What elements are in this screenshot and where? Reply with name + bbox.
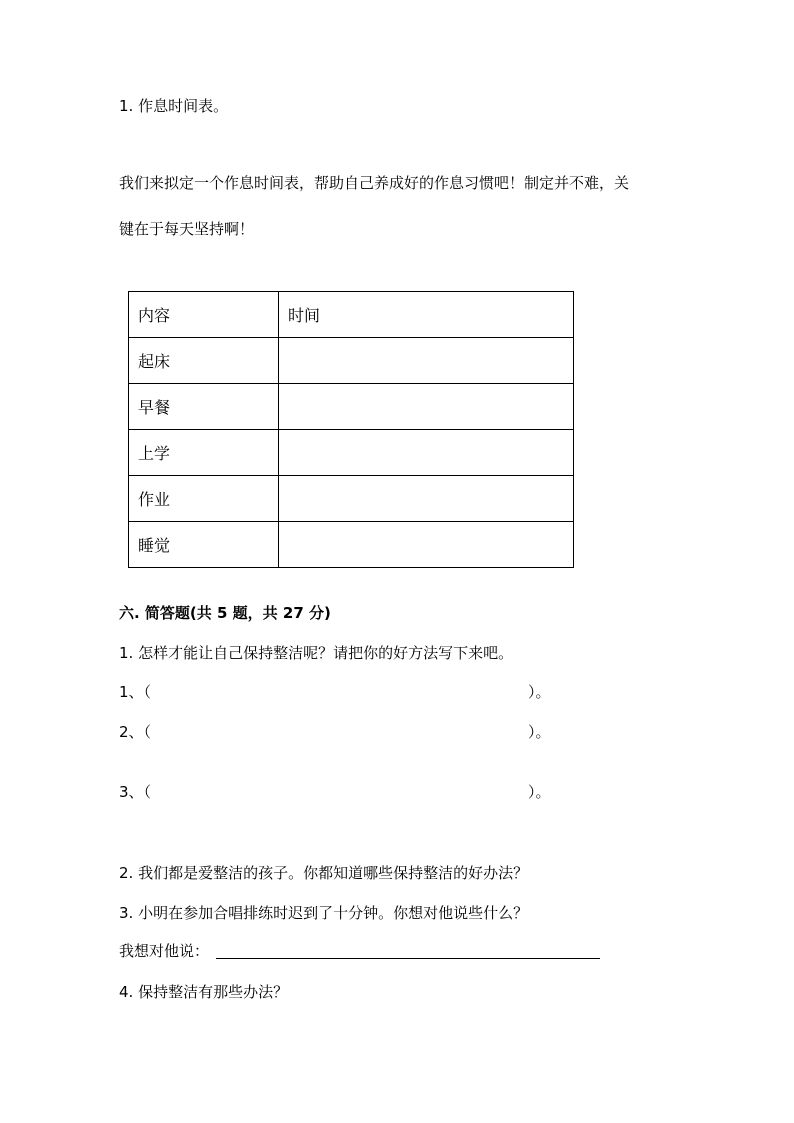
table-row xyxy=(129,476,574,522)
table-cell-activity: 起床 xyxy=(129,338,279,384)
table-cell-time[interactable] xyxy=(279,338,574,384)
blank-1-open: 1、（ xyxy=(119,683,152,701)
table-header-cell: 内容 xyxy=(129,292,279,338)
answer-underline[interactable] xyxy=(216,958,600,959)
table-cell-time[interactable] xyxy=(279,522,574,568)
blank-2-close: ）。 xyxy=(528,723,551,741)
schedule-table xyxy=(128,291,574,568)
blank-3-close: ）。 xyxy=(528,783,551,801)
table-row xyxy=(129,338,574,384)
intro-text-line-2: 键在于每天坚持啊！ xyxy=(119,220,255,238)
question-title-schedule: 1. 作息时间表。 xyxy=(119,97,229,115)
table-row xyxy=(129,384,574,430)
table-cell-time[interactable] xyxy=(279,384,574,430)
table-cell-activity: 上学 xyxy=(129,430,279,476)
section-heading-short-answer: 六. 简答题(共 5 题，共 27 分) xyxy=(119,604,331,622)
table-cell-time[interactable] xyxy=(279,430,574,476)
table-cell-activity: 作业 xyxy=(129,476,279,522)
blank-1-close: ）。 xyxy=(528,683,551,701)
question-3-answer-prompt: 我想对他说： xyxy=(119,942,210,960)
blank-2-open: 2、（ xyxy=(119,723,152,741)
blank-3-open: 3、（ xyxy=(119,783,152,801)
table-header-row xyxy=(129,292,574,338)
table-row xyxy=(129,522,574,568)
question-3-text: 3. 小明在参加合唱排练时迟到了十分钟。你想对他说些什么？ xyxy=(119,904,529,922)
table-header-cell: 时间 xyxy=(279,292,574,338)
table-cell-activity: 睡觉 xyxy=(129,522,279,568)
intro-text-line-1: 我们来拟定一个作息时间表，帮助自己养成好的作息习惯吧！制定并不难，关 xyxy=(119,174,630,192)
table-cell-time[interactable] xyxy=(279,476,574,522)
table-row xyxy=(129,430,574,476)
question-2-text: 2. 我们都是爱整洁的孩子。你都知道哪些保持整洁的好办法？ xyxy=(119,864,529,882)
question-1-text: 1. 怎样才能让自己保持整洁呢？请把你的好方法写下来吧。 xyxy=(119,644,514,662)
table-cell-activity: 早餐 xyxy=(129,384,279,430)
question-4-text: 4. 保持整洁有那些办法？ xyxy=(119,983,289,1001)
